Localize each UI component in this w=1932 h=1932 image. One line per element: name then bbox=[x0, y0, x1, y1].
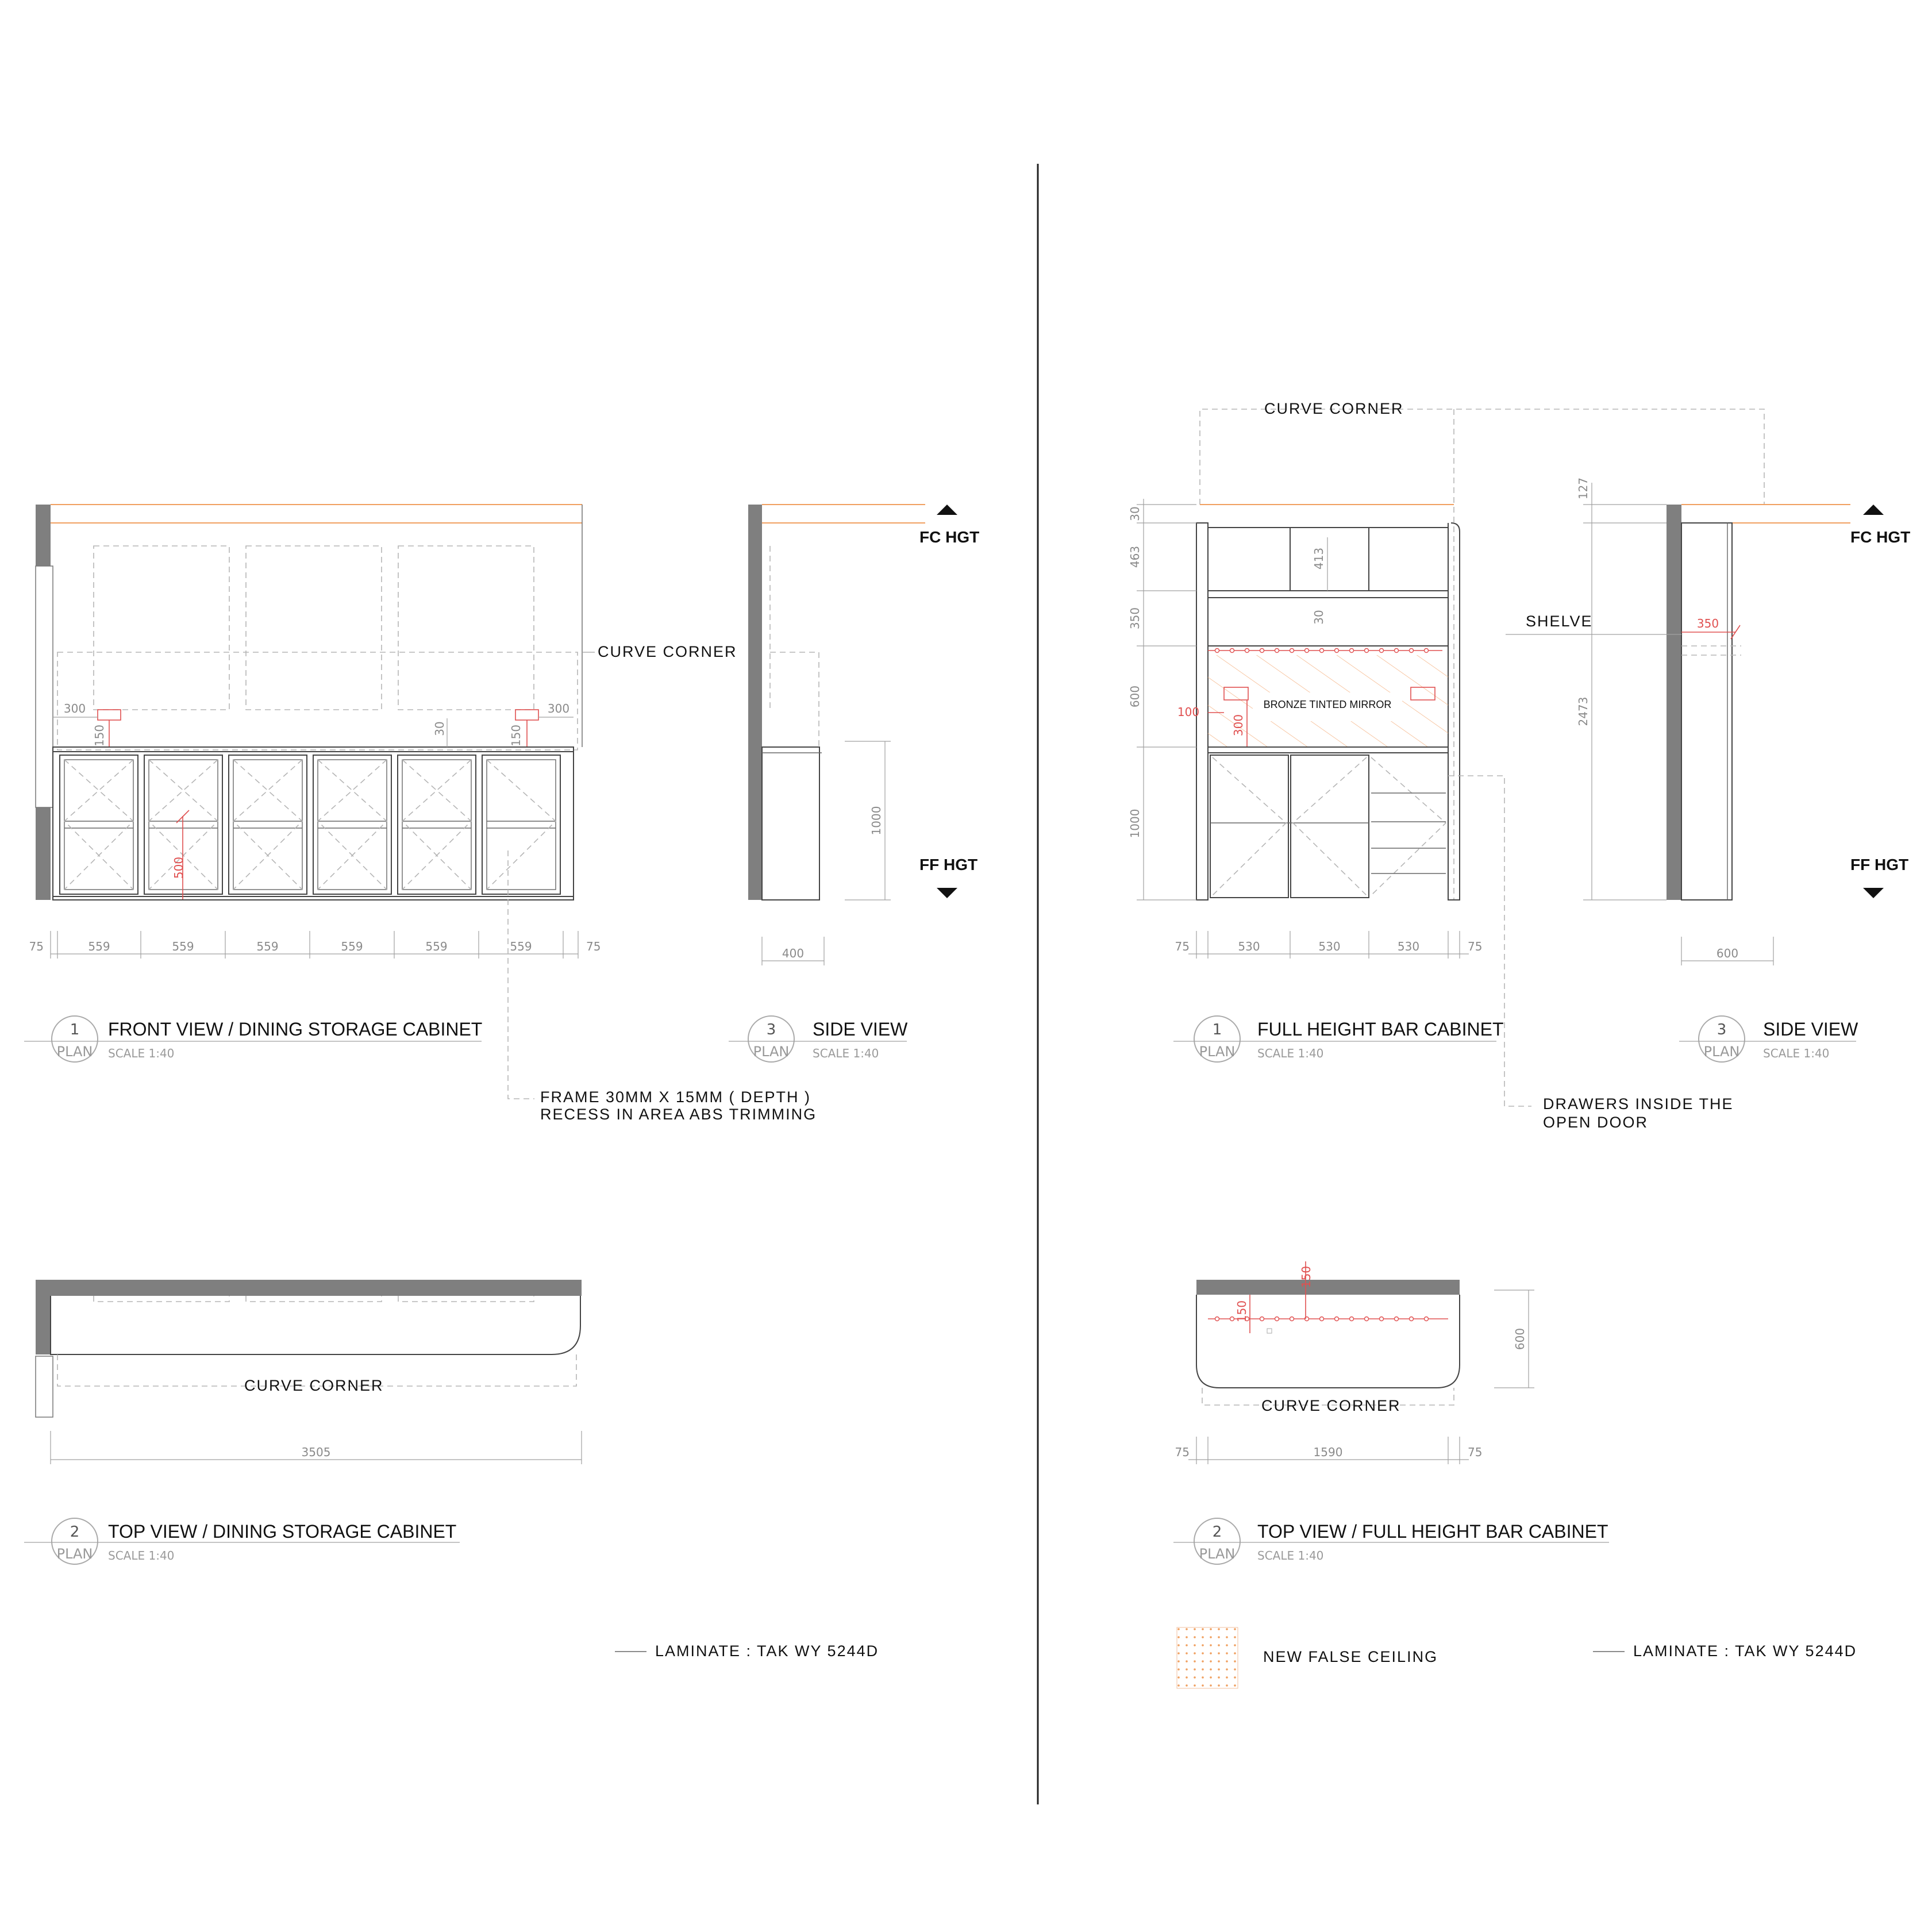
left-laminate-legend bbox=[615, 1642, 879, 1660]
curve-corner-label: CURVE CORNER bbox=[1264, 400, 1404, 417]
door-frame bbox=[487, 760, 556, 890]
view-title: TOP VIEW / FULL HEIGHT BAR CABINET bbox=[1257, 1521, 1608, 1542]
view-scale: SCALE 1:40 bbox=[1257, 1549, 1324, 1562]
dim-30-inner: 30 bbox=[1312, 610, 1326, 625]
glass-holder-dot bbox=[1425, 649, 1429, 653]
title-number: 2 bbox=[1212, 1523, 1222, 1541]
title-sub: PLAN bbox=[1703, 1044, 1740, 1060]
frame-note-line2: RECESS IN AREA ABS TRIMMING bbox=[540, 1106, 817, 1123]
door-frame bbox=[233, 760, 302, 890]
title-number: 3 bbox=[766, 1021, 776, 1038]
fc-hgt-marker bbox=[937, 505, 957, 515]
glass-holder-dot bbox=[1380, 649, 1384, 653]
title-number: 3 bbox=[1717, 1021, 1727, 1038]
door-swing bbox=[64, 760, 133, 890]
dining-side-view bbox=[748, 505, 979, 965]
dim-150-top-b: 150 bbox=[1235, 1300, 1249, 1323]
door-swing bbox=[233, 760, 302, 890]
dim-label: 559 bbox=[425, 940, 448, 953]
view-scale: SCALE 1:40 bbox=[108, 1046, 175, 1060]
glass-holder-dot bbox=[1410, 649, 1414, 653]
door-swing bbox=[318, 760, 387, 890]
dim-label: 75 bbox=[1468, 1445, 1483, 1459]
title-sub: PLAN bbox=[1199, 1546, 1236, 1562]
bar-side-view bbox=[1506, 478, 1910, 965]
glass-holder-dot bbox=[1335, 649, 1339, 653]
glass-holder-dot bbox=[1395, 1317, 1399, 1321]
title-sub: PLAN bbox=[753, 1044, 790, 1060]
view-scale: SCALE 1:40 bbox=[1257, 1046, 1324, 1060]
dim-300-left: 300 bbox=[63, 702, 86, 715]
dim-300-socket: 300 bbox=[1231, 714, 1245, 737]
dim-label: 463 bbox=[1128, 545, 1142, 568]
glass-holder-dot bbox=[1290, 649, 1294, 653]
shelve-label: SHELVE bbox=[1526, 613, 1593, 630]
door-swing bbox=[487, 760, 556, 890]
view-title: SIDE VIEW bbox=[1763, 1019, 1858, 1040]
dining-top-title-block bbox=[24, 1518, 460, 1564]
dim-label: 559 bbox=[256, 940, 279, 953]
glass-holder-dot bbox=[1230, 649, 1234, 653]
dim-150-top-a: 150 bbox=[1299, 1265, 1313, 1288]
cabinet-door bbox=[313, 755, 391, 894]
laminate-label: LAMINATE : TAK WY 5244D bbox=[1633, 1642, 1857, 1660]
view-title: FRONT VIEW / DINING STORAGE CABINET bbox=[108, 1019, 483, 1040]
curve-corner-label: CURVE CORNER bbox=[244, 1377, 384, 1394]
dim-label: 600 bbox=[1128, 685, 1142, 708]
glass-holder-dot bbox=[1320, 1317, 1324, 1321]
dim-label: 530 bbox=[1318, 940, 1341, 953]
dim-600-top: 600 bbox=[1513, 1327, 1527, 1350]
laminate-label: LAMINATE : TAK WY 5244D bbox=[655, 1642, 879, 1660]
title-sub: PLAN bbox=[56, 1546, 93, 1562]
glass-holder-dot bbox=[1365, 649, 1369, 653]
dim-label: 530 bbox=[1238, 940, 1260, 953]
dim-600-side: 600 bbox=[1716, 946, 1739, 960]
glass-holder-dot bbox=[1335, 1317, 1339, 1321]
cabinet-door bbox=[482, 755, 560, 894]
curve-corner-label: CURVE CORNER bbox=[1261, 1397, 1401, 1414]
cabinet-door bbox=[60, 755, 138, 894]
dim-label: 559 bbox=[341, 940, 363, 953]
glass-holder-dot bbox=[1275, 649, 1279, 653]
glass-holder-dot bbox=[1260, 649, 1264, 653]
dim-500: 500 bbox=[172, 856, 186, 879]
bar-front-title-block bbox=[1173, 1016, 1504, 1062]
title-number: 1 bbox=[70, 1021, 80, 1038]
view-title: TOP VIEW / DINING STORAGE CABINET bbox=[108, 1521, 457, 1542]
bar-top-view bbox=[1175, 1261, 1534, 1464]
view-scale: SCALE 1:40 bbox=[1763, 1046, 1830, 1060]
title-number: 1 bbox=[1212, 1021, 1222, 1038]
dim-label: 1590 bbox=[1313, 1445, 1343, 1459]
title-sub: PLAN bbox=[1199, 1044, 1236, 1060]
dim-label: 75 bbox=[1468, 940, 1483, 953]
title-number: 2 bbox=[70, 1523, 80, 1541]
glass-holder-dot bbox=[1275, 1317, 1279, 1321]
dim-3505: 3505 bbox=[301, 1445, 331, 1459]
glass-holder-dot bbox=[1305, 649, 1309, 653]
dim-350: 350 bbox=[1696, 617, 1719, 630]
glass-holder-dot bbox=[1425, 1317, 1429, 1321]
false-ceiling-legend bbox=[1177, 1627, 1438, 1688]
dim-label: 30 bbox=[1128, 506, 1142, 521]
ff-hgt-marker bbox=[1863, 888, 1884, 898]
ff-hgt-marker bbox=[937, 888, 957, 898]
glass-holder-dot bbox=[1260, 1317, 1264, 1321]
cabinet-door bbox=[229, 755, 307, 894]
view-title: FULL HEIGHT BAR CABINET bbox=[1257, 1019, 1504, 1040]
view-scale: SCALE 1:40 bbox=[813, 1046, 879, 1060]
false-ceiling-label: NEW FALSE CEILING bbox=[1263, 1648, 1438, 1665]
dim-2473: 2473 bbox=[1576, 696, 1590, 726]
frame-note-line1: FRAME 30MM X 15MM ( DEPTH ) bbox=[540, 1088, 811, 1106]
dim-413: 413 bbox=[1312, 547, 1326, 570]
dim-label: 530 bbox=[1397, 940, 1420, 953]
title-sub: PLAN bbox=[56, 1044, 93, 1060]
door-frame bbox=[64, 760, 133, 890]
mirror-label: BRONZE TINTED MIRROR bbox=[1263, 699, 1392, 710]
door-frame bbox=[318, 760, 387, 890]
curve-corner-label: CURVE CORNER bbox=[598, 643, 737, 660]
dim-1000: 1000 bbox=[869, 806, 883, 836]
dim-127: 127 bbox=[1576, 477, 1590, 500]
glass-holder-dot bbox=[1395, 649, 1399, 653]
door-swing bbox=[64, 760, 133, 890]
dim-label: 75 bbox=[1175, 940, 1190, 953]
dim-400: 400 bbox=[782, 946, 805, 960]
glass-holder-dot bbox=[1215, 649, 1219, 653]
ff-hgt-label: FF HGT bbox=[919, 856, 978, 873]
drawers-note-line1: DRAWERS INSIDE THE bbox=[1543, 1095, 1734, 1113]
door-swing bbox=[402, 760, 471, 890]
drawers-note-line2: OPEN DOOR bbox=[1543, 1114, 1649, 1131]
door-swing bbox=[233, 760, 302, 890]
dim-100: 100 bbox=[1177, 705, 1200, 719]
dim-label: 1000 bbox=[1128, 809, 1142, 838]
bar-top-title-block bbox=[1173, 1518, 1609, 1564]
door-frame bbox=[402, 760, 471, 890]
dim-30: 30 bbox=[433, 721, 447, 736]
glass-holder-dot bbox=[1410, 1317, 1414, 1321]
dining-side-title-block bbox=[729, 1016, 908, 1062]
fc-hgt-label: FC HGT bbox=[1850, 528, 1911, 546]
dim-label: 75 bbox=[29, 940, 44, 953]
fc-hgt-label: FC HGT bbox=[919, 528, 980, 546]
dining-top-view bbox=[36, 1280, 582, 1464]
glass-holder-dot bbox=[1290, 1317, 1294, 1321]
glass-holder-dot bbox=[1350, 649, 1354, 653]
dim-label: 75 bbox=[586, 940, 601, 953]
glass-holder-dot bbox=[1350, 1317, 1354, 1321]
bar-side-title-block bbox=[1679, 1016, 1858, 1062]
door-swing bbox=[402, 760, 471, 890]
dim-150-left: 150 bbox=[93, 724, 106, 747]
dining-front-title-block bbox=[24, 1016, 482, 1062]
dim-label: 559 bbox=[172, 940, 194, 953]
view-title: SIDE VIEW bbox=[813, 1019, 908, 1040]
glass-holder-dot bbox=[1245, 649, 1249, 653]
dim-300-right: 300 bbox=[547, 702, 570, 715]
false-ceiling-swatch bbox=[1177, 1627, 1238, 1688]
dim-label: 75 bbox=[1175, 1445, 1190, 1459]
dim-label: 350 bbox=[1128, 607, 1142, 630]
ff-hgt-label: FF HGT bbox=[1850, 856, 1909, 873]
view-scale: SCALE 1:40 bbox=[108, 1549, 175, 1562]
glass-holder-dot bbox=[1320, 649, 1324, 653]
right-laminate-legend bbox=[1593, 1642, 1857, 1660]
dim-150-right: 150 bbox=[509, 724, 523, 747]
door-swing bbox=[318, 760, 387, 890]
dim-label: 559 bbox=[510, 940, 532, 953]
glass-holder-dot bbox=[1230, 1317, 1234, 1321]
glass-holder-dot bbox=[1215, 1317, 1219, 1321]
glass-holder-dot bbox=[1365, 1317, 1369, 1321]
glass-holder-dot bbox=[1380, 1317, 1384, 1321]
fc-hgt-marker bbox=[1863, 505, 1884, 515]
cabinet-door bbox=[398, 755, 476, 894]
dim-label: 559 bbox=[88, 940, 110, 953]
